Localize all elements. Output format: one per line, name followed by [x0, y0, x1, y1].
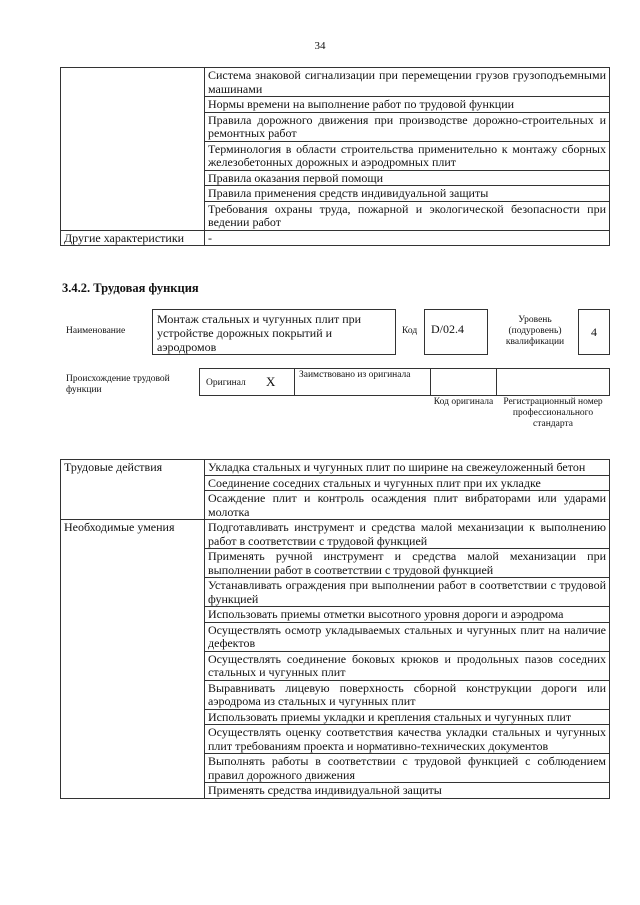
original-code-cell	[430, 368, 497, 396]
other-characteristics-label: Другие характеристики	[61, 230, 205, 246]
labor-function-table	[60, 459, 610, 799]
code-label: Код	[402, 326, 418, 336]
borrowed-label: Заимствовано из оригинала	[299, 370, 411, 380]
skill-item: Использовать приемы отметки высотного уровня дороги и аэродрома	[205, 607, 610, 623]
knowledge-item: Требования охраны труда, пожарной и экологической безопасности при ведении работ	[205, 201, 610, 230]
table-row	[61, 520, 610, 549]
table-row	[61, 68, 610, 97]
skill-item: Применять средства индивидуальной защиты	[205, 783, 610, 799]
action-item: Осаждение плит и контроль осаждения плит вибраторами или ударами молотка	[205, 491, 610, 520]
other-characteristics-value: -	[205, 230, 610, 246]
name-label: Наименование	[66, 326, 126, 336]
borrowed-cell	[294, 368, 431, 396]
action-item: Соединение соседних стальных и чугунных плит при их укладке	[205, 475, 610, 491]
skill-item: Применять ручной инструмент и средства малой механизации при выполнении работ в соответствии с трудовой функцией	[205, 549, 610, 578]
registration-number-label: Регистрационный номер профессионального стандарта	[503, 397, 603, 429]
knowledge-table	[60, 67, 610, 246]
section-title: 3.4.2. Трудовая функция	[62, 281, 199, 295]
knowledge-item: Правила дорожного движения при производстве дорожно-строительных и ремонтных работ	[205, 112, 610, 141]
knowledge-item: Система знаковой сигнализации при перемещении грузов грузоподъемными машинами	[205, 68, 610, 97]
actions-label: Трудовые действия	[61, 460, 205, 520]
skill-item: Устанавливать ограждения при выполнении работ в соответствии с трудовой функцией	[205, 578, 610, 607]
skill-item: Подготавливать инструмент и средства малой механизации к выполнению работ в соответствии с трудовой функцией	[205, 520, 610, 549]
skill-item: Выполнять работы в соответствии с трудовой функцией с соблюдением правил дорожного движения	[205, 754, 610, 783]
original-label: Оригинал	[206, 378, 246, 388]
page-number: 34	[314, 40, 326, 52]
table-row	[61, 230, 610, 246]
knowledge-item: Терминология в области строительства применительно к монтажу сборных железобетонных дорожных и аэродромных плит	[205, 141, 610, 170]
skills-label: Необходимые умения	[61, 520, 205, 799]
table-row	[61, 460, 610, 476]
original-mark: X	[266, 374, 276, 389]
action-item: Укладка стальных и чугунных плит по ширине на свежеуложенный бетон	[205, 460, 610, 476]
qualification-level-value: 4	[578, 309, 610, 355]
knowledge-item: Правила оказания первой помощи	[205, 170, 610, 186]
skill-item: Осуществлять соединение боковых крюков и продольных пазов соседних стальных и чугунных плит	[205, 651, 610, 680]
registration-number-cell	[496, 368, 610, 396]
skill-item: Осуществлять оценку соответствия качества укладки стальных и чугунных плит требованиям проекта и нормативно-технических документов	[205, 725, 610, 754]
qualification-level-label: Уровень (подуровень) квалификации	[505, 315, 565, 347]
skill-item: Выравнивать лицевую поверхность сборной конструкции дороги или аэродрома из стальных и чугунных плит	[205, 680, 610, 709]
origin-label: Происхождение трудовой функции	[66, 374, 170, 395]
function-code-value: D/02.4	[424, 309, 488, 355]
function-name-value: Монтаж стальных и чугунных плит при устройстве дорожных покрытий и аэродромов	[152, 309, 396, 355]
skill-item: Осуществлять осмотр укладываемых стальных и чугунных плит на наличие дефектов	[205, 622, 610, 651]
knowledge-item: Правила применения средств индивидуальной защиты	[205, 186, 610, 202]
original-code-label: Код оригинала	[433, 397, 494, 407]
knowledge-item: Нормы времени на выполнение работ по трудовой функции	[205, 97, 610, 113]
skill-item: Использовать приемы укладки и крепления стальных и чугунных плит	[205, 709, 610, 725]
knowledge-label-cell	[61, 68, 205, 231]
